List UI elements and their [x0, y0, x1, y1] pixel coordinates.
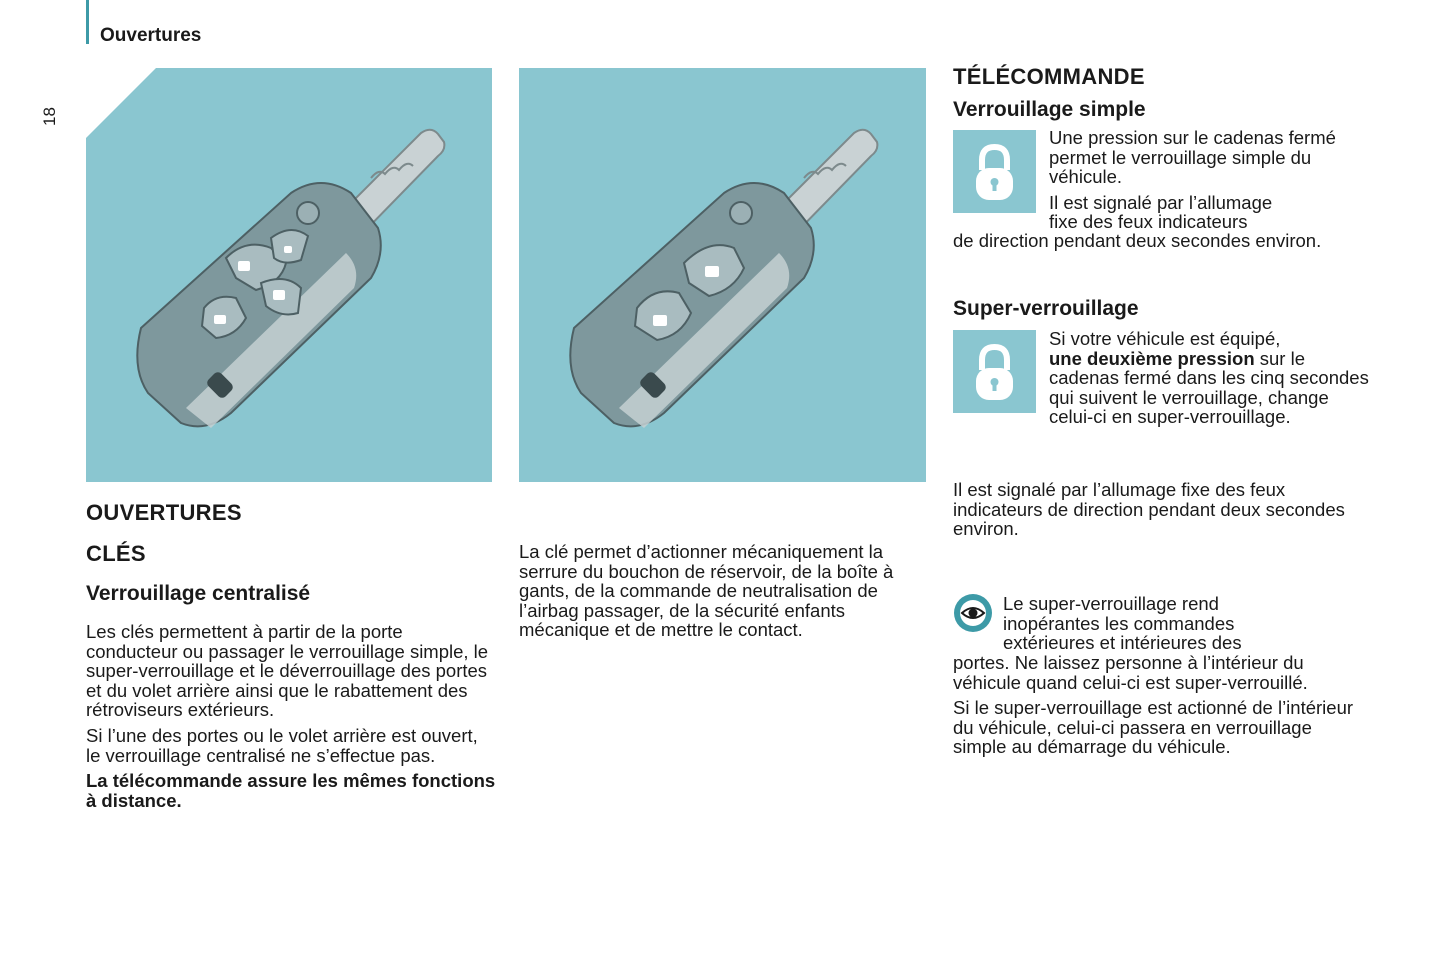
simple-locking-text-continued: de direction pendant deux secondes environ.	[953, 230, 1322, 251]
header-accent-bar	[86, 0, 89, 44]
eye-warning-icon	[953, 593, 993, 633]
paragraph: Les clés permettent à partir de la porte conducteur ou passager le verrouillage simple, le super-verrouillage et le déverrouillage des portes et du volet arrière ainsi que le rabattement des rétroviseurs extérieurs.	[86, 621, 489, 721]
key-illustration-four-buttons	[86, 68, 492, 482]
text-line: inopérantes les commandes	[1003, 612, 1235, 634]
paragraph: Si l’une des portes ou le volet arrière est ouvert, le verrouillage centralisé ne s’effectue pas.	[86, 724, 478, 766]
text-line: Le super-verrouillage rend	[1003, 593, 1219, 614]
text-line: fixe des feux indicateurs	[1049, 211, 1248, 233]
remote-key-2-buttons-icon	[519, 68, 926, 482]
main-title: OUVERTURES	[86, 500, 242, 525]
page-number: 18	[40, 107, 59, 126]
heading-simple-locking: Verrouillage simple	[953, 98, 1146, 121]
heading-central-locking: Verrouillage centralisé	[86, 582, 311, 605]
padlock-closed-icon	[953, 130, 1036, 213]
heading-super-locking: Super-verrouillage	[953, 297, 1139, 320]
paragraph: La clé permet d’actionner mécaniquement la serrure du bouchon de réservoir, de la boîte à gants, de la commande de neutralisation de l’airbag passager, de la sécurité enfants mécanique et de mettre le contact.	[519, 541, 894, 641]
paragraph: Si le super-verrouillage est actionné de l’intérieur du véhicule, celui-ci passera en verrouillage simple au démarrage du véhicule.	[953, 697, 1354, 758]
remote-key-4-buttons-icon	[86, 68, 492, 482]
section-title: Ouvertures	[100, 25, 202, 46]
subtitle-keys: CLÉS	[86, 541, 146, 566]
text-line: Il est signalé par l’allumage	[1049, 191, 1273, 213]
paragraph: portes. Ne laissez personne à l’intérieur du véhicule quand celui-ci est super-verrouillé.	[953, 652, 1308, 693]
super-locking-signal-text: Il est signalé par l’allumage fixe des feux indicateurs de direction pendant deux secondes environ.	[953, 479, 1345, 540]
padlock-closed-icon	[953, 330, 1036, 413]
paragraph: Une pression sur le cadenas fermé permet le verrouillage simple du véhicule.	[1049, 127, 1336, 188]
text-line: Si votre véhicule est équipé,	[1049, 328, 1281, 349]
central-locking-text	[86, 622, 496, 816]
text-run: sur le cadenas fermé dans les cinq secondes qui suivent le verrouillage, change celui-ci en super-verrouillage.	[1049, 347, 1369, 428]
key-mechanical-text	[519, 542, 929, 646]
super-locking-text	[1049, 329, 1369, 427]
key-illustration-two-buttons	[519, 68, 926, 482]
remote-title: TÉLÉCOMMANDE	[953, 64, 1145, 89]
paragraph-bold: La télécommande assure les mêmes fonctions à distance.	[86, 770, 496, 811]
text-bold: une deuxième pression	[1049, 347, 1255, 369]
warning-text	[953, 653, 1358, 763]
warning-text-lines	[1003, 594, 1363, 653]
simple-locking-text	[1049, 128, 1369, 232]
text-line: extérieures et intérieures des	[1003, 632, 1242, 654]
